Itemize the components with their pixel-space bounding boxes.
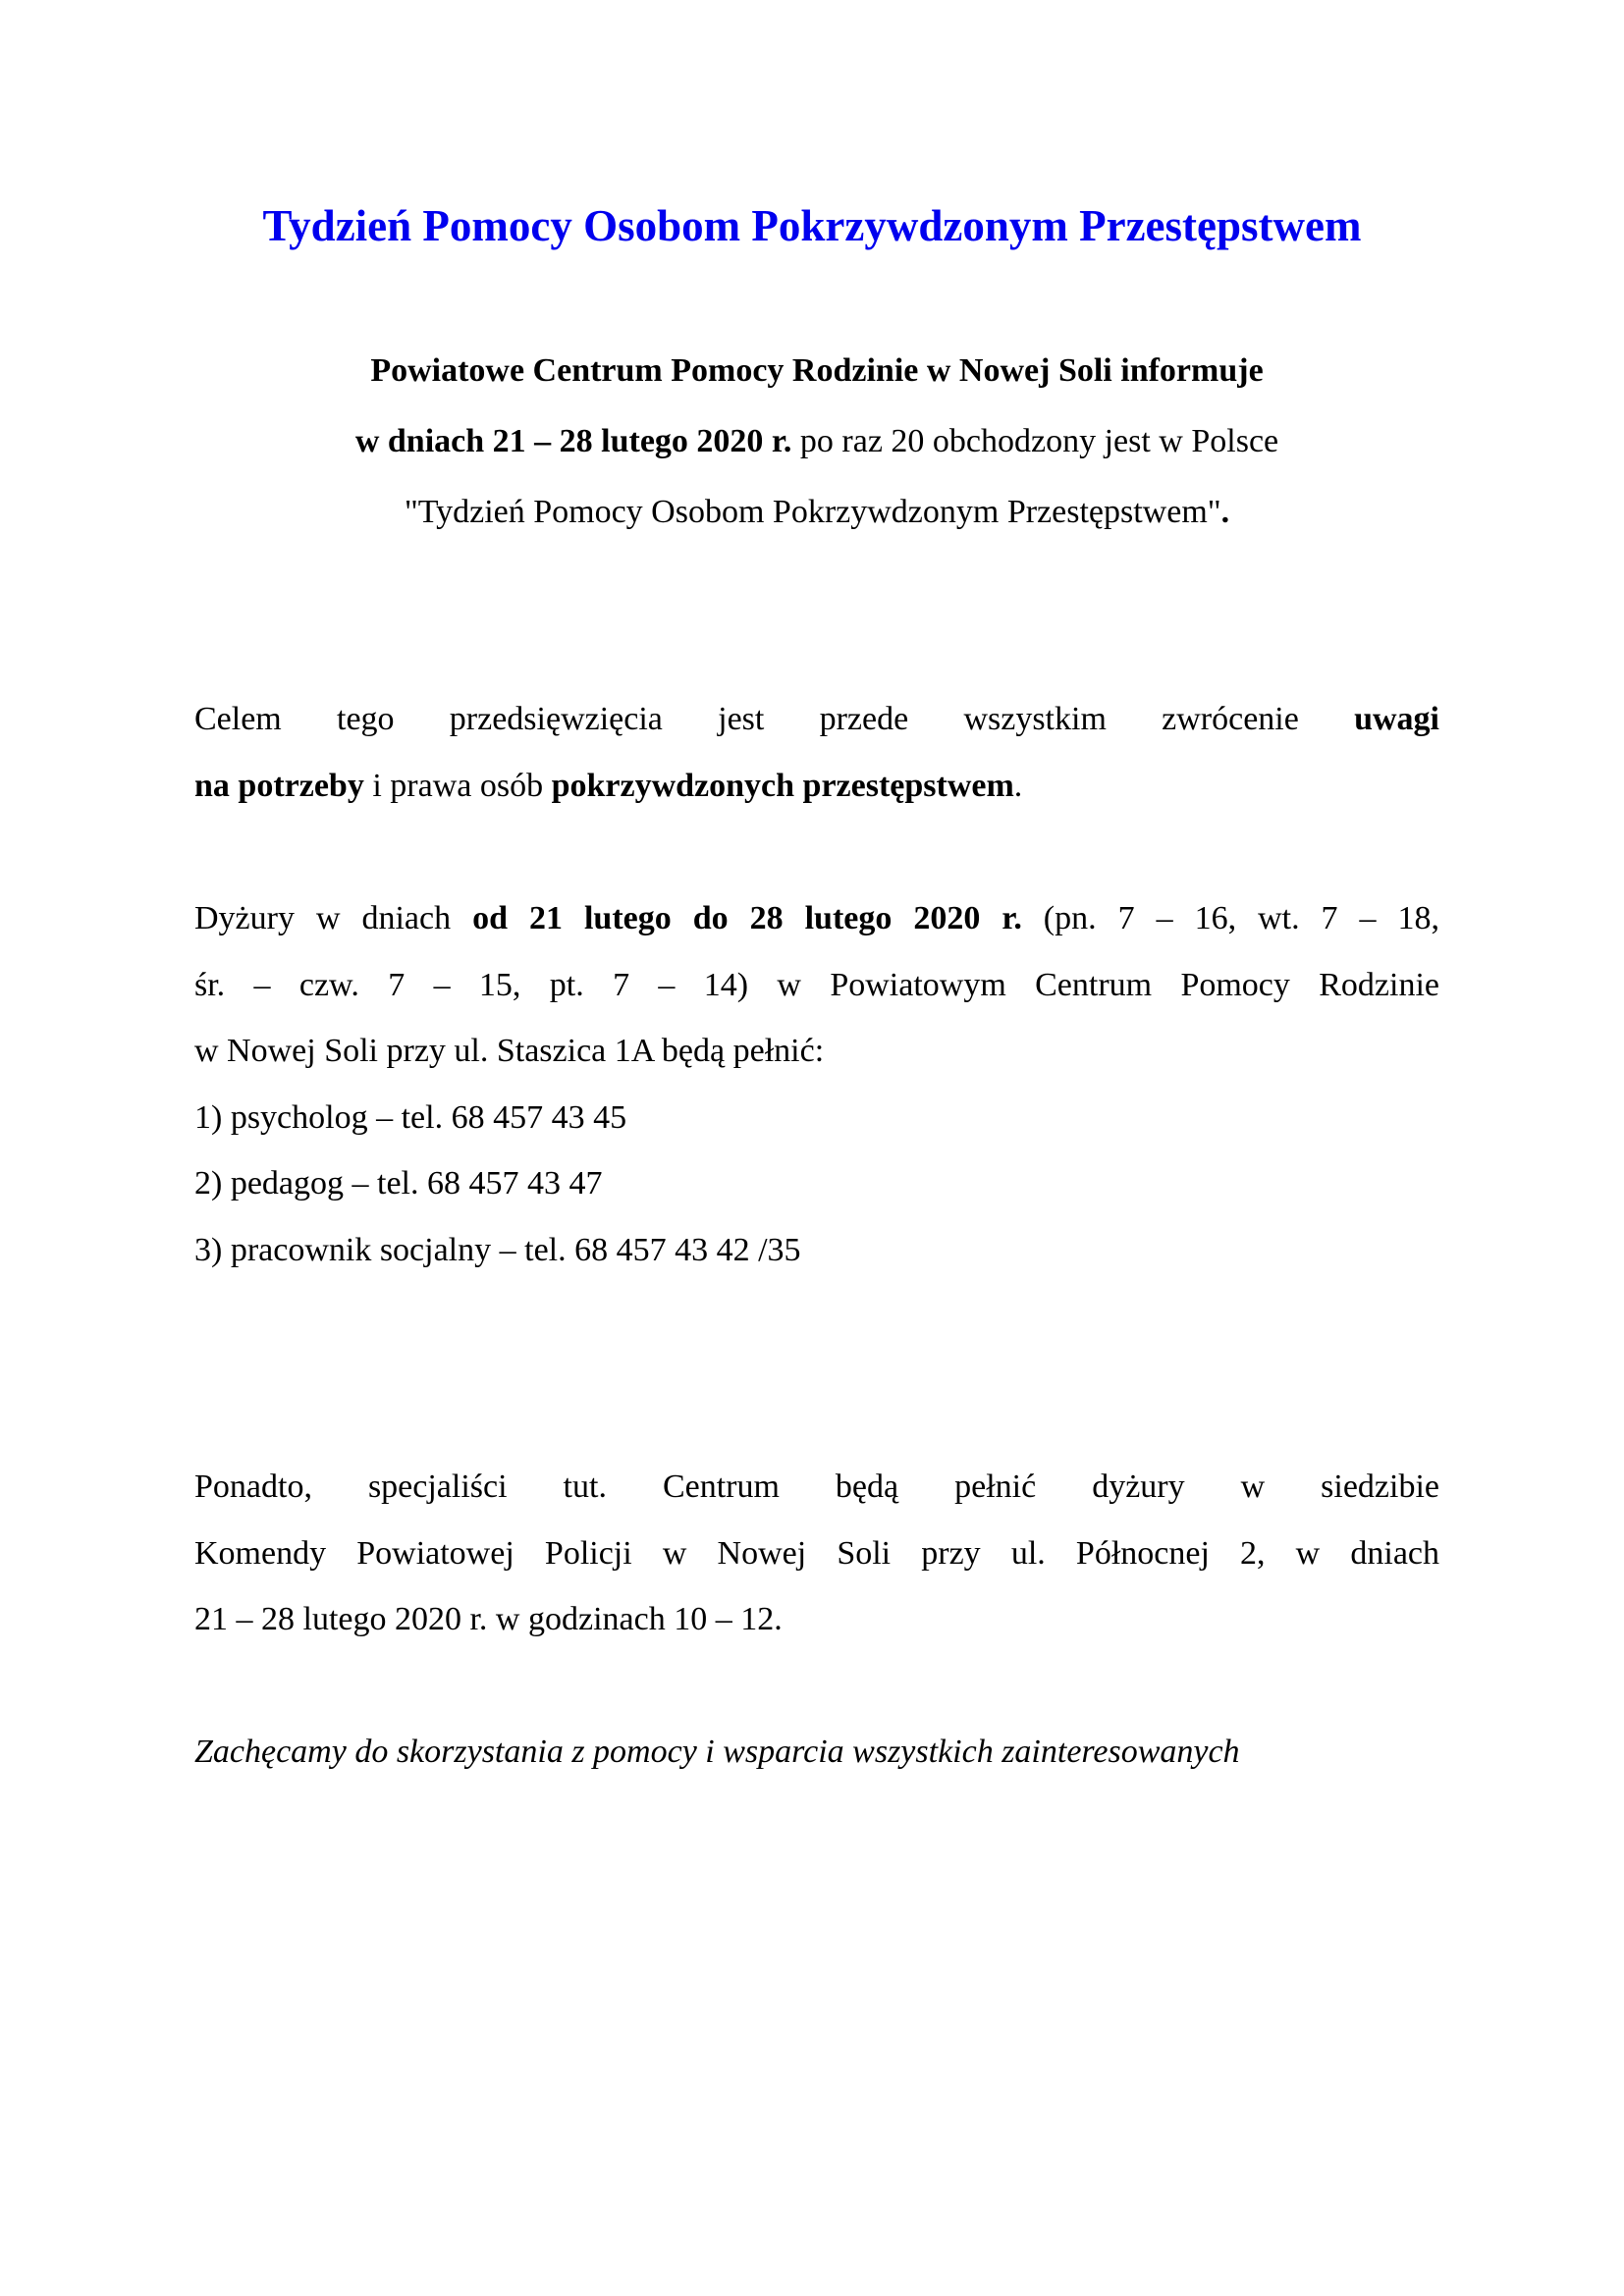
- contact-psychologist: 1) psycholog – tel. 68 457 43 45: [194, 1098, 627, 1136]
- police-line-3: 21 – 28 lutego 2020 r. w godzinach 10 – 12.: [194, 1601, 783, 1637]
- paragraph-duty-hours: [194, 885, 1439, 1283]
- closing-text: Zachęcamy do skorzystania z pomocy i wsparcia wszystkich zainteresowanych: [194, 1734, 1240, 1770]
- purpose-line-1: [194, 686, 1439, 753]
- text: i prawa osób: [363, 767, 552, 804]
- police-line-2: Komendy Powiatowej Policji w Nowej Soli przy ul. Północnej 2, w dniach: [194, 1534, 1439, 1572]
- bold-text: na potrzeby: [194, 767, 364, 804]
- text: .: [1013, 767, 1023, 804]
- duty-line-3: w Nowej Soli przy ul. Staszica 1A będą pełnić:: [194, 1033, 825, 1069]
- intro-block: [194, 336, 1439, 548]
- intro-period: .: [1220, 494, 1230, 530]
- event-name: "Tydzień Pomocy Osobom Pokrzywdzonym Przestępstwem": [404, 494, 1221, 530]
- purpose-line-2: [194, 753, 1439, 820]
- bold-text: pokrzywdzonych przestępstwem: [551, 767, 1014, 804]
- closing-block: [194, 1719, 1439, 1786]
- document-title: Tydzień Pomocy Osobom Pokrzywdzonym Przestępstwem: [262, 201, 1362, 250]
- contact-pedagogue: 2) pedagog – tel. 68 457 43 47: [194, 1165, 603, 1201]
- police-line-1: Ponadto, specjaliści tut. Centrum będą pełnić dyżury w siedzibie: [194, 1468, 1439, 1505]
- paragraph-purpose: [194, 686, 1439, 819]
- duty-line-2: śr. – czw. 7 – 15, pt. 7 – 14) w Powiatowym Centrum Pomocy Rodzinie: [194, 966, 1439, 1003]
- text: (pn. 7 – 16, wt. 7 – 18,: [1021, 900, 1440, 936]
- text: Dyżury w dniach: [194, 900, 473, 936]
- intro-line-3: [194, 477, 1439, 548]
- intro-dates: w dniach 21 – 28 lutego 2020 r.: [354, 423, 792, 459]
- contact-social-worker: 3) pracownik socjalny – tel. 68 457 43 42 /35: [194, 1231, 801, 1268]
- intro-line-1: [194, 336, 1439, 406]
- text: Celem tego przedsięwzięcia jest przede wszystkim zwrócenie: [194, 701, 1355, 737]
- intro-line-2-text: po raz 20 obchodzony jest w Polsce: [791, 423, 1279, 459]
- intro-line-1-text: Powiatowe Centrum Pomocy Rodzinie w Nowej Soli informuje: [370, 352, 1264, 389]
- paragraph-police-duty: [194, 1454, 1439, 1653]
- duty-line-1: [194, 885, 1439, 952]
- bold-text: uwagi: [1354, 701, 1439, 737]
- duty-dates: od 21 lutego do 28 lutego 2020 r.: [472, 900, 1022, 936]
- intro-line-2: [194, 406, 1439, 477]
